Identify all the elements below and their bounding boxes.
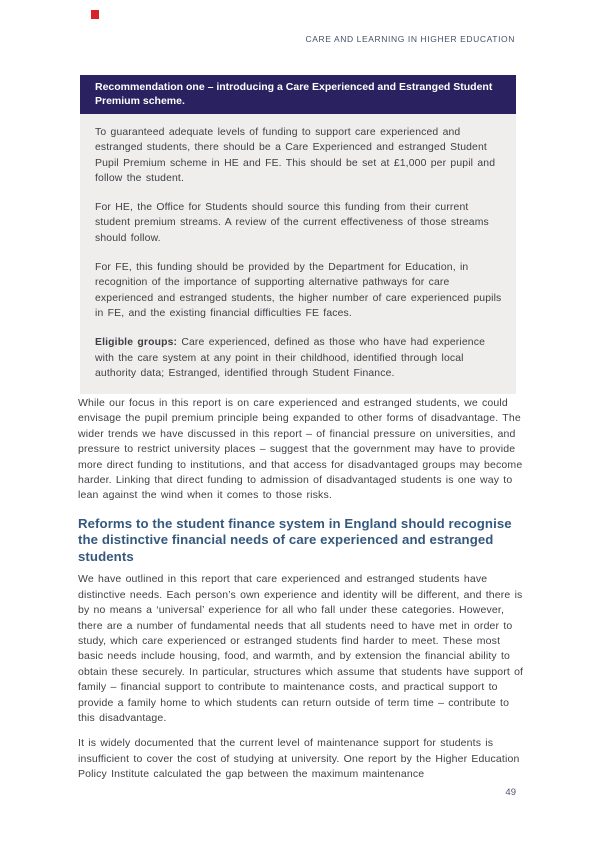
recommendation-paragraph: For HE, the Office for Students should source this funding from their current student premium streams. A review of the current effectiveness of those streams should follow. xyxy=(95,202,489,244)
running-header: CARE AND LEARNING IN HIGHER EDUCATION xyxy=(305,34,515,44)
body-paragraph: It is widely documented that the current level of maintenance support for students is insufficient to cover the cost of studying at university. One report by the Higher Education Policy Institute calculated the gap between the maximum maintenance xyxy=(78,737,520,781)
eligible-groups-text: Care experienced, defined as those who have had experience with the care system at any point in their childhood, identified through local authority data; Estranged, identified through Student Finance. xyxy=(95,337,486,379)
section-heading: Reforms to the student finance system in England should recognise the distinctive financial needs of care experienced and estranged students xyxy=(78,515,512,564)
recommendation-box xyxy=(80,75,516,394)
red-marker xyxy=(91,10,99,19)
main-text-column xyxy=(78,396,526,793)
recommendation-paragraph: To guaranteed adequate levels of funding to support care experienced and estranged students, there should be a Care Experienced and estranged Student Pupil Premium scheme in HE and FE. This should be set at £1,000 per pupil and follow the student. xyxy=(95,127,496,184)
recommendation-paragraph: For FE, this funding should be provided by the Department for Education, in recognition of the importance of supporting alternative pathways for care experienced and estranged students, the higher number of care experienced pupils in FE, and the existing financial difficulties FE faces. xyxy=(95,262,502,319)
eligible-groups-label: Eligible groups: xyxy=(95,337,178,349)
eligible-groups-paragraph xyxy=(95,335,502,381)
recommendation-title-bar: Recommendation one – introducing a Care Experienced and Estranged Student Premium scheme. xyxy=(80,75,516,114)
page-number: 49 xyxy=(505,787,516,798)
body-paragraph: While our focus in this report is on care experienced and estranged students, we could envisage the pupil premium principle being expanded to other forms of disadvantage. The wider trends we have discussed in this report – of financial pressure on universities, and pressure to restrict university places – suggest that the government may have to provide more direct funding to institutions, and that access for disadvantaged groups may become harder. Linking that direct funding to admission of disadvantaged students is one way to lean against the wind when it comes to those risks. xyxy=(78,397,523,502)
body-paragraph: We have outlined in this report that care experienced and estranged students have distinctive needs. Each person’s own experience and identity will be different, and there is by no means a ‘universal’ experience for all who fall under these categories. However, there are a number of fundamental needs that all students need to have met in order to study, which care experienced or estranged students find harder to meet. These most basic needs include housing, food, and warmth, and by extension the financial ability to obtain these securely. In particular, structures which assume that students have support of family – financial support to contribute to maintenance costs, and practical support to provide a family home to which students can return outside of term time – contribute to this disadvantage. xyxy=(78,573,524,724)
recommendation-body xyxy=(80,114,516,394)
